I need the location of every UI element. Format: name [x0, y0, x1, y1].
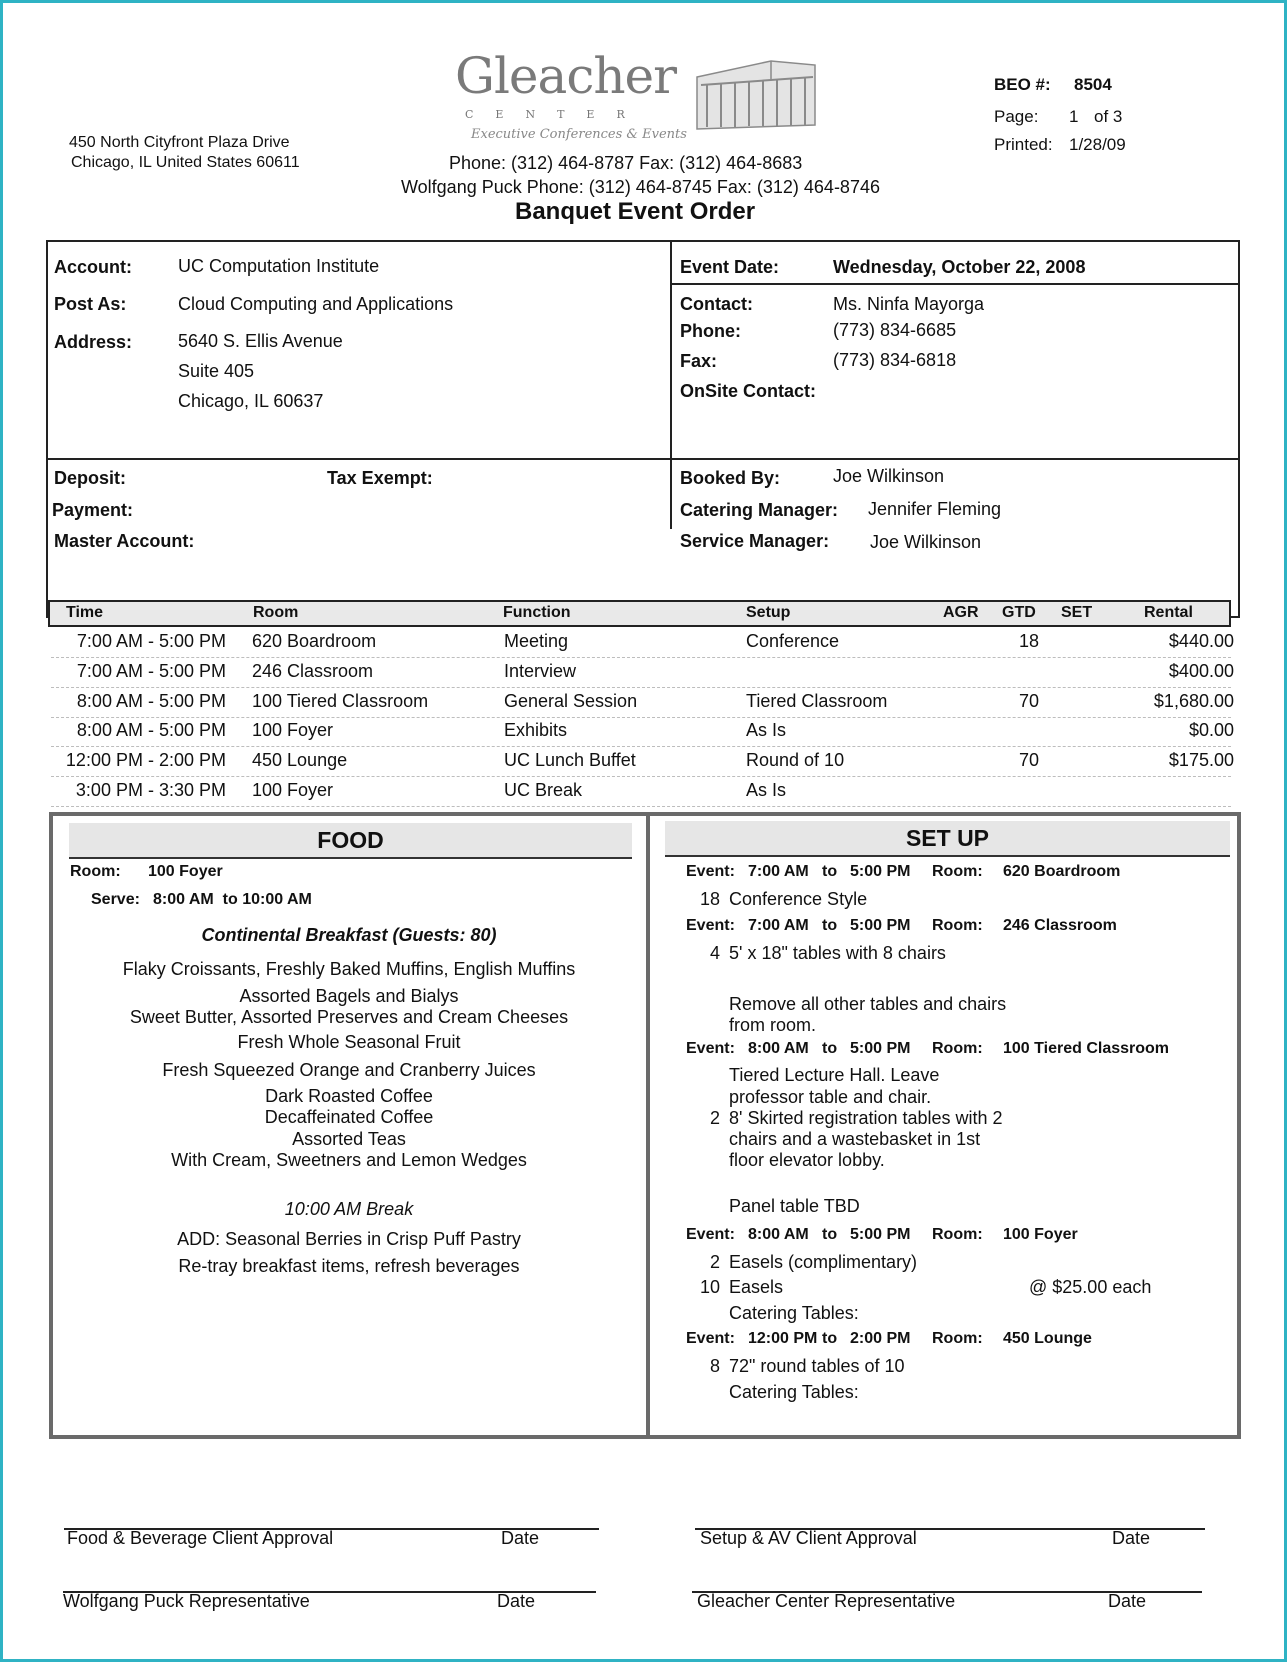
break-title: 10:00 AM Break [284, 1199, 414, 1219]
fax-value: (773) 834-6818 [833, 350, 957, 370]
setup-note: Remove all other tables and chairs [729, 994, 1007, 1014]
food-title: FOOD [69, 823, 632, 859]
event-start: 8:00 AM [748, 1226, 809, 1243]
logo-tagline: Executive Conferences & Events [471, 127, 687, 142]
page-value: 1 [1069, 107, 1079, 126]
setup-item: Easels [729, 1277, 784, 1297]
beo-number-label: BEO #: [994, 75, 1051, 94]
row-function: Interview [504, 661, 577, 681]
menu-title: Continental Breakfast (Guests: 80) [201, 925, 497, 945]
row-rental: $175.00 [1168, 750, 1234, 770]
document-title: Banquet Event Order [515, 198, 756, 225]
menu-item: Sweet Butter, Assorted Preserves and Cream Cheeses [129, 1007, 569, 1027]
row-room: 246 Classroom [252, 661, 374, 681]
setup-qty: 2 [710, 1108, 721, 1128]
event-end: 5:00 PM [850, 863, 911, 880]
contact-value: Ms. Ninfa Mayorga [833, 294, 985, 314]
event-start: 7:00 AM [748, 917, 809, 934]
setup-price: @ $25.00 each [1029, 1277, 1152, 1297]
service-manager-value: Joe Wilkinson [870, 532, 982, 552]
event-label: Event: [686, 1226, 735, 1243]
row-time: 12:00 PM - 2:00 PM [65, 750, 226, 770]
payment-label: Payment: [52, 500, 134, 520]
event-to: to [822, 1330, 838, 1347]
event-end: 5:00 PM [850, 917, 911, 934]
event-room: 100 Foyer [1003, 1226, 1078, 1243]
logo-center: CENTER [465, 108, 647, 121]
account-label: Account: [54, 257, 132, 277]
food-room-label: Room: [70, 863, 121, 880]
address-label: Address: [54, 332, 133, 352]
setup-qty: 2 [710, 1252, 721, 1272]
logo-name: Gleacher [455, 47, 677, 105]
row-setup: As Is [746, 780, 787, 800]
event-start: 8:00 AM [748, 1040, 809, 1057]
onsite-contact-label: OnSite Contact: [680, 381, 817, 401]
break-item: ADD: Seasonal Berries in Crisp Puff Pastry [177, 1229, 521, 1249]
event-room-label: Room: [932, 863, 983, 880]
setup-note: Panel table TBD [729, 1196, 860, 1216]
menu-item: Fresh Squeezed Orange and Cranberry Juices [162, 1060, 536, 1080]
fb-date-label: Date [501, 1528, 540, 1548]
setup-item: 72" round tables of 10 [729, 1356, 905, 1376]
setup-note: from room. [729, 1015, 817, 1035]
event-date-divider [671, 283, 1239, 285]
event-end: 5:00 PM [850, 1226, 911, 1243]
menu-item: Flaky Croissants, Freshly Baked Muffins, English Muffins [122, 959, 576, 979]
row-setup: Round of 10 [746, 750, 845, 770]
gc-rep-label: Gleacher Center Representative [697, 1591, 956, 1611]
col-function: Function [503, 604, 571, 621]
booked-by-label: Booked By: [680, 468, 781, 488]
event-date-value: Wednesday, October 22, 2008 [833, 257, 1086, 277]
setup-item: chairs and a wastebasket in 1st [729, 1129, 981, 1149]
setup-title: SET UP [665, 821, 1230, 857]
post-as-label: Post As: [54, 294, 127, 314]
catering-manager-value: Jennifer Fleming [868, 499, 1002, 519]
menu-item: Decaffeinated Coffee [264, 1107, 434, 1127]
event-end: 2:00 PM [850, 1330, 911, 1347]
setup-item: 8' Skirted registration tables with 2 [729, 1108, 1003, 1128]
col-gtd: GTD [1002, 604, 1036, 621]
setup-qty: 18 [700, 889, 721, 909]
address-line-3: Chicago, IL 60637 [178, 391, 324, 411]
fax-label: Fax: [680, 351, 718, 371]
booked-by-value: Joe Wilkinson [833, 466, 945, 486]
row-function: UC Break [504, 780, 583, 800]
address-line-1: 5640 S. Ellis Avenue [178, 331, 343, 351]
event-to: to [822, 1226, 838, 1243]
menu-item: Fresh Whole Seasonal Fruit [237, 1032, 461, 1052]
event-start: 7:00 AM [748, 863, 809, 880]
event-label: Event: [686, 1330, 735, 1347]
setup-item: 5' x 18" tables with 8 chairs [729, 943, 946, 963]
col-room: Room [253, 604, 299, 621]
serve-value: 8:00 AM to 10:00 AM [153, 891, 312, 908]
row-agr: 70 [1018, 750, 1039, 770]
row-function: UC Lunch Buffet [504, 750, 636, 770]
details-divider [646, 816, 650, 1435]
event-room: 100 Tiered Classroom [1003, 1040, 1170, 1057]
event-label: Event: [686, 1040, 735, 1057]
col-rental: Rental [1144, 604, 1193, 621]
row-setup: As Is [746, 720, 787, 740]
break-item: Re-tray breakfast items, refresh beverages [178, 1256, 520, 1276]
deposit-label: Deposit: [54, 468, 126, 488]
page-total: of 3 [1094, 107, 1123, 126]
setup-note: professor table and chair. [729, 1087, 932, 1107]
service-manager-label: Service Manager: [680, 531, 830, 551]
row-agr: 18 [1018, 631, 1039, 651]
event-label: Event: [686, 863, 735, 880]
menu-item: Assorted Teas [292, 1129, 406, 1149]
setup-qty: 10 [700, 1277, 721, 1297]
event-room-label: Room: [932, 1330, 983, 1347]
venue-address-line2: Chicago, IL United States 60611 [71, 154, 300, 171]
event-room-label: Room: [932, 1040, 983, 1057]
building-icon [687, 51, 817, 133]
post-as-value: Cloud Computing and Applications [178, 294, 454, 314]
event-end: 5:00 PM [850, 1040, 911, 1057]
food-menu [59, 3, 639, 1403]
page-label: Page: [994, 107, 1039, 126]
address-line-2: Suite 405 [178, 361, 255, 381]
tax-exempt-label: Tax Exempt: [327, 468, 433, 488]
serve-label: Serve: [91, 891, 140, 908]
row-rental: $440.00 [1168, 631, 1234, 651]
row-room: 100 Foyer [252, 780, 334, 800]
row-rental: $400.00 [1168, 661, 1234, 681]
row-room: 450 Lounge [252, 750, 348, 770]
printed-label: Printed: [994, 135, 1053, 154]
wp-date-label: Date [497, 1591, 536, 1611]
row-room: 100 Tiered Classroom [252, 691, 429, 711]
setup-note: Catering Tables: [729, 1382, 859, 1402]
event-to: to [822, 1040, 838, 1057]
account-value: UC Computation Institute [178, 256, 380, 276]
fb-approval-label: Food & Beverage Client Approval [67, 1528, 334, 1548]
row-setup: Conference [746, 631, 840, 651]
wolfgang-puck-phone-fax: Wolfgang Puck Phone: (312) 464-8745 Fax: (312) 464-8746 [401, 177, 880, 197]
event-start: 12:00 PM [748, 1330, 818, 1347]
col-time: Time [66, 604, 104, 621]
row-setup: Tiered Classroom [746, 691, 888, 711]
row-time: 8:00 AM - 5:00 PM [76, 720, 226, 740]
setup-approval-label: Setup & AV Client Approval [700, 1528, 917, 1548]
beo-number-value: 8504 [1074, 75, 1112, 94]
row-time: 7:00 AM - 5:00 PM [76, 631, 226, 651]
phone-label: Phone: [680, 321, 741, 341]
contact-label: Contact: [680, 294, 753, 314]
event-room-label: Room: [932, 917, 983, 934]
event-date-label: Event Date: [680, 257, 780, 277]
row-function: General Session [504, 691, 638, 711]
row-time: 3:00 PM - 3:30 PM [75, 780, 226, 800]
menu-item: With Cream, Sweetners and Lemon Wedges [171, 1150, 527, 1170]
event-to: to [822, 917, 838, 934]
event-room-label: Room: [932, 1226, 983, 1243]
menu-item: Assorted Bagels and Bialys [239, 986, 459, 1006]
row-room: 100 Foyer [252, 720, 334, 740]
event-label: Event: [686, 917, 735, 934]
catering-manager-label: Catering Manager: [680, 500, 839, 520]
row-agr: 70 [1018, 691, 1039, 711]
menu-item: Dark Roasted Coffee [265, 1086, 433, 1106]
row-time: 8:00 AM - 5:00 PM [76, 691, 226, 711]
setup-note: Tiered Lecture Hall. Leave [729, 1065, 940, 1085]
event-room: 620 Boardroom [1003, 863, 1121, 880]
row-function: Meeting [504, 631, 569, 651]
printed-date: 1/28/09 [1069, 135, 1126, 154]
food-room-value: 100 Foyer [148, 863, 223, 880]
col-agr: AGR [943, 604, 979, 621]
setup-date-label: Date [1112, 1528, 1151, 1548]
venue-phone-fax: Phone: (312) 464-8787 Fax: (312) 464-8683 [449, 153, 803, 173]
event-room: 246 Classroom [1003, 917, 1117, 934]
setup-item: floor elevator lobby. [729, 1150, 885, 1170]
master-account-label: Master Account: [54, 531, 195, 551]
setup-qty: 4 [710, 943, 721, 963]
setup-note: Catering Tables: [729, 1303, 859, 1323]
setup-qty: 8 [710, 1356, 721, 1376]
row-room: 620 Boardroom [252, 631, 377, 651]
col-setup: Setup [746, 604, 791, 621]
row-rental: $0.00 [1188, 720, 1234, 740]
setup-item: Conference Style [729, 889, 868, 909]
event-to: to [822, 863, 838, 880]
phone-value: (773) 834-6685 [833, 320, 957, 340]
setup-item: Easels (complimentary) [729, 1252, 918, 1272]
event-room: 450 Lounge [1003, 1330, 1092, 1347]
account-box-divider [670, 242, 672, 529]
gc-date-label: Date [1108, 1591, 1147, 1611]
row-time: 7:00 AM - 5:00 PM [76, 661, 226, 681]
row-rental: $1,680.00 [1153, 691, 1234, 711]
col-set: SET [1061, 604, 1093, 621]
row-function: Exhibits [504, 720, 568, 740]
wp-rep-label: Wolfgang Puck Representative [63, 1591, 310, 1611]
venue-address-line1: 450 North Cityfront Plaza Drive [69, 134, 290, 151]
